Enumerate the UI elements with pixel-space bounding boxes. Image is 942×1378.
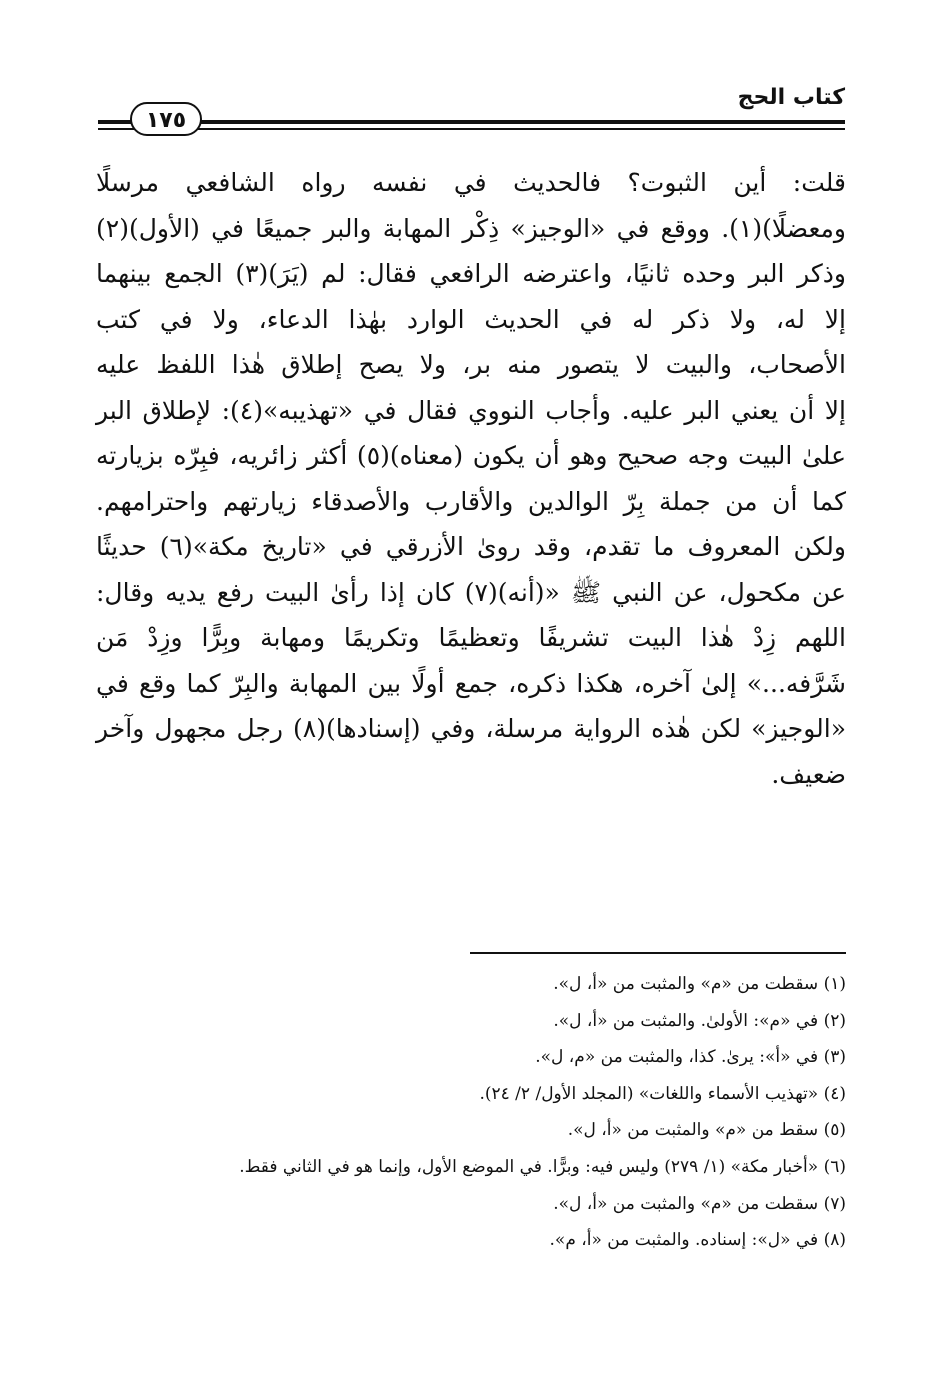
header-rule-thin — [98, 128, 845, 130]
footnote: (٢) في «م»: الأولىٰ. والمثبت من «أ، ل». — [553, 1010, 846, 1031]
footnote-separator — [470, 952, 846, 954]
text-line: إلا له، ولا ذكر له في الحديث الوارد بهٰذا الدعاء، ولا في كتب — [96, 304, 846, 334]
footnote: (٧) سقطت من «م» والمثبت من «أ، ل». — [553, 1193, 846, 1214]
text-line: ومعضلًا)(١). ووقع في «الوجيز» ذِكْر المهابة والبر جميعًا في (الأول)(٢) — [96, 213, 846, 243]
text-line: علىٰ البيت وجه صحيح وهو أن يكون (معناه)(٥) أكثر زائريه، فبِرّه بزيارته — [96, 441, 847, 470]
text-line: عن مكحول، عن النبي ﷺ «(أنه)(٧) كان إذا رأىٰ البيت رفع يديه وقال: — [96, 577, 846, 607]
book-title: كتاب الحج — [737, 85, 845, 110]
page-number: ١٧٥ — [130, 102, 202, 136]
footnote: (١) سقطت من «م» والمثبت من «أ، ل». — [553, 974, 846, 994]
page-header — [98, 84, 845, 134]
text-line: وذكر البر وحده ثانيًا، واعترضه الرافعي فقال: لم (يَرَ)(٣) الجمع بينهما — [96, 259, 846, 288]
footnotes — [106, 966, 846, 1259]
text-line: اللهم زِدْ هٰذا البيت تشريفًا وتعظيمًا وتكريمًا ومهابة وبِرًّا وزِدْ مَن — [96, 623, 846, 652]
header-rule-thick — [98, 120, 845, 124]
text-line: كما أن من جملة بِرّ الوالدين والأقارب والأصدقاء زيارتهم واحترامهم. — [96, 486, 846, 516]
footnote: (٦) «أخبار مكة» (١/ ٢٧٩) وليس فيه: وبرًّا. في الموضع الأول، وإنما هو في الثاني فقط. — [239, 1156, 846, 1177]
footnote: (٥) سقط من «م» والمثبت من «أ، ل». — [567, 1120, 846, 1141]
text-line: قلت: أين الثبوت؟ فالحديث في نفسه رواه الشافعي مرسلًا — [96, 168, 846, 197]
text-line: ولكن المعروف ما تقدم، وقد روىٰ الأزرقي في «تاريخ مكة»(٦) حديثًا — [96, 532, 846, 561]
footnote: (٣) في «أ»: يرىٰ. كذا، والمثبت من «م، ل». — [535, 1047, 846, 1068]
main-text — [96, 160, 846, 797]
footnote: (٨) في «ل»: إسناده. والمثبت من «أ، م». — [549, 1230, 846, 1251]
text-line: «الوجيز» لكن هٰذه الرواية مرسلة، وفي (إسنادها)(٨) رجل مجهول وآخر — [96, 714, 846, 743]
footnote: (٤) «تهذيب الأسماء واللغات» (المجلد الأول/ ٢/ ٢٤). — [479, 1083, 846, 1104]
text-line: الأصحاب، والبيت لا يتصور منه بر، ولا يصح إطلاق هٰذا اللفظ عليه — [96, 350, 846, 379]
text-line: ضعيف. — [771, 759, 846, 789]
text-line: شَرَّفه...» إلىٰ آخره، هكذا ذكره، جمع أولًا بين المهابة والبِرّ كما وقع في — [96, 668, 846, 698]
text-line: إلا أن يعني البر عليه. وأجاب النووي فقال في «تهذيبه»(٤): لإطلاق البر — [96, 395, 846, 425]
